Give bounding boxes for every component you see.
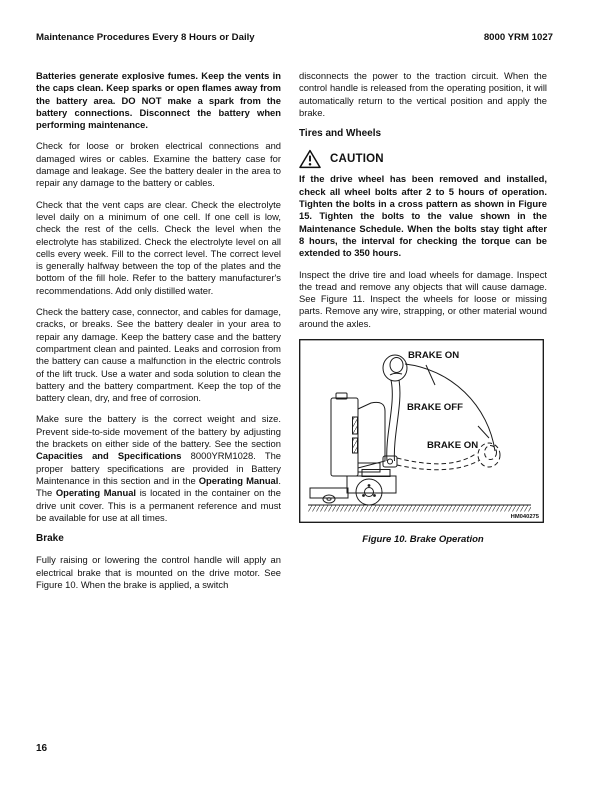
electrolyte-paragraph: Check that the vent caps are clear. Check the electrolyte level daily on a minimum of one cell. If one cell is low, check the rest of the cells. Check the level when the electrolyte has stabilized. Check the electrolyte level on all cells every week. Fill to the correct level. The correct level is generally halfway between the top of the plates and the bottom of the fill hole. Refer to the battery manufacturer's recommendations. Add only distilled water. <box>36 198 281 296</box>
warning-triangle-icon <box>299 149 321 169</box>
text-run-bold: Operating Manual <box>55 487 137 499</box>
page-header-title: Maintenance Procedures Every 8 Hours or Daily <box>36 32 255 43</box>
inspect-paragraph: Inspect the drive tire and load wheels for damage. Inspect the tread and remove any objects that will cause damage. See Figure 11. Inspect the wheels for loose or missing parts. Remove any wire, strapping, or other material wound around the axles. <box>299 268 547 329</box>
page-number: 16 <box>36 743 48 754</box>
caution-label: CAUTION <box>330 153 384 166</box>
battery-warning-paragraph: Batteries generate explosive fumes. Keep the vents in the caps clean. Keep sparks or open flames away from the battery area. DO NOT make a spark from the battery connections. Disconnect the battery when performing maintenance. <box>36 70 281 131</box>
page-header-doc-code: 8000 YRM 1027 <box>483 32 553 43</box>
figure-caption: Figure 10. Brake Operation <box>362 534 484 546</box>
figure-reference-code: HM040275 <box>510 514 539 521</box>
text-run: Make sure the battery is the correct weight and size. Prevent side-to-side movement of the battery by adjusting the brackets on either side of the battery. See the section <box>36 413 281 450</box>
brake-off-label: BRAKE OFF <box>407 402 463 414</box>
ground-hatch <box>308 506 531 512</box>
brake-paragraph: Fully raising or lowering the control handle will apply an electrical brake that is mounted on the drive motor. See Figure 10. When the brake is applied, a switch <box>36 554 281 590</box>
text-run: is located in the container on the drive unit cover. This is a permanent reference and must be available for use at all times. <box>36 487 281 523</box>
brake-on-top-label: BRAKE ON <box>408 350 460 362</box>
brake-on-bottom-label: BRAKE ON <box>427 440 479 452</box>
battery-case-paragraph: Check the battery case, connector, and cables for damage, cracks, or breaks. See the battery dealer in your area to repair any damage. Keep the battery case and the battery compartment clean and painted. Leaks and corrosion from the battery can cause a malfunction in the electric controls of the lift truck. Use a water and soda solution to clean the battery and the battery compartment. Keep the top of the battery clean, dry, and free of corrosion. <box>36 306 281 404</box>
continuation-paragraph: disconnects the power to the traction circuit. When the control handle is released from the operating position, it will automatically return to the vertical position and apply the brake. <box>299 70 547 118</box>
brake-section-heading: Brake <box>36 533 64 545</box>
caution-header <box>299 149 547 169</box>
brake-operation-figure <box>299 339 544 523</box>
caution-paragraph: If the drive wheel has been removed and installed, check all wheel bolts after 2 to 5 hours of operation. Tighten the bolts in a cross pattern as shown in Figure 15. Tighten the bolts to the value shown in the Maintenance Schedule. When the bolts stay tight after 8 hours, the interval for checking the torque can be extended to 350 hours. <box>299 173 547 259</box>
connections-paragraph: Check for loose or broken electrical connections and damaged wires or cables. Examine the battery case for damage and leakage. See the battery dealer in the area to repair any damage to the battery or cables. <box>36 140 281 189</box>
battery-size-paragraph <box>36 413 281 524</box>
brake-figure-drawing <box>299 339 544 523</box>
tires-section-heading: Tires and Wheels <box>299 128 382 140</box>
text-run: . The <box>36 474 281 499</box>
left-column <box>36 70 281 600</box>
text-run: 8000YRM1028. The proper battery specifications are provided in Battery Maintenance in this section and in the <box>36 450 281 486</box>
text-run-bold: Capacities and Specifications <box>36 450 182 462</box>
right-column <box>299 70 547 546</box>
text-run-bold: Operating Manual <box>198 474 279 486</box>
